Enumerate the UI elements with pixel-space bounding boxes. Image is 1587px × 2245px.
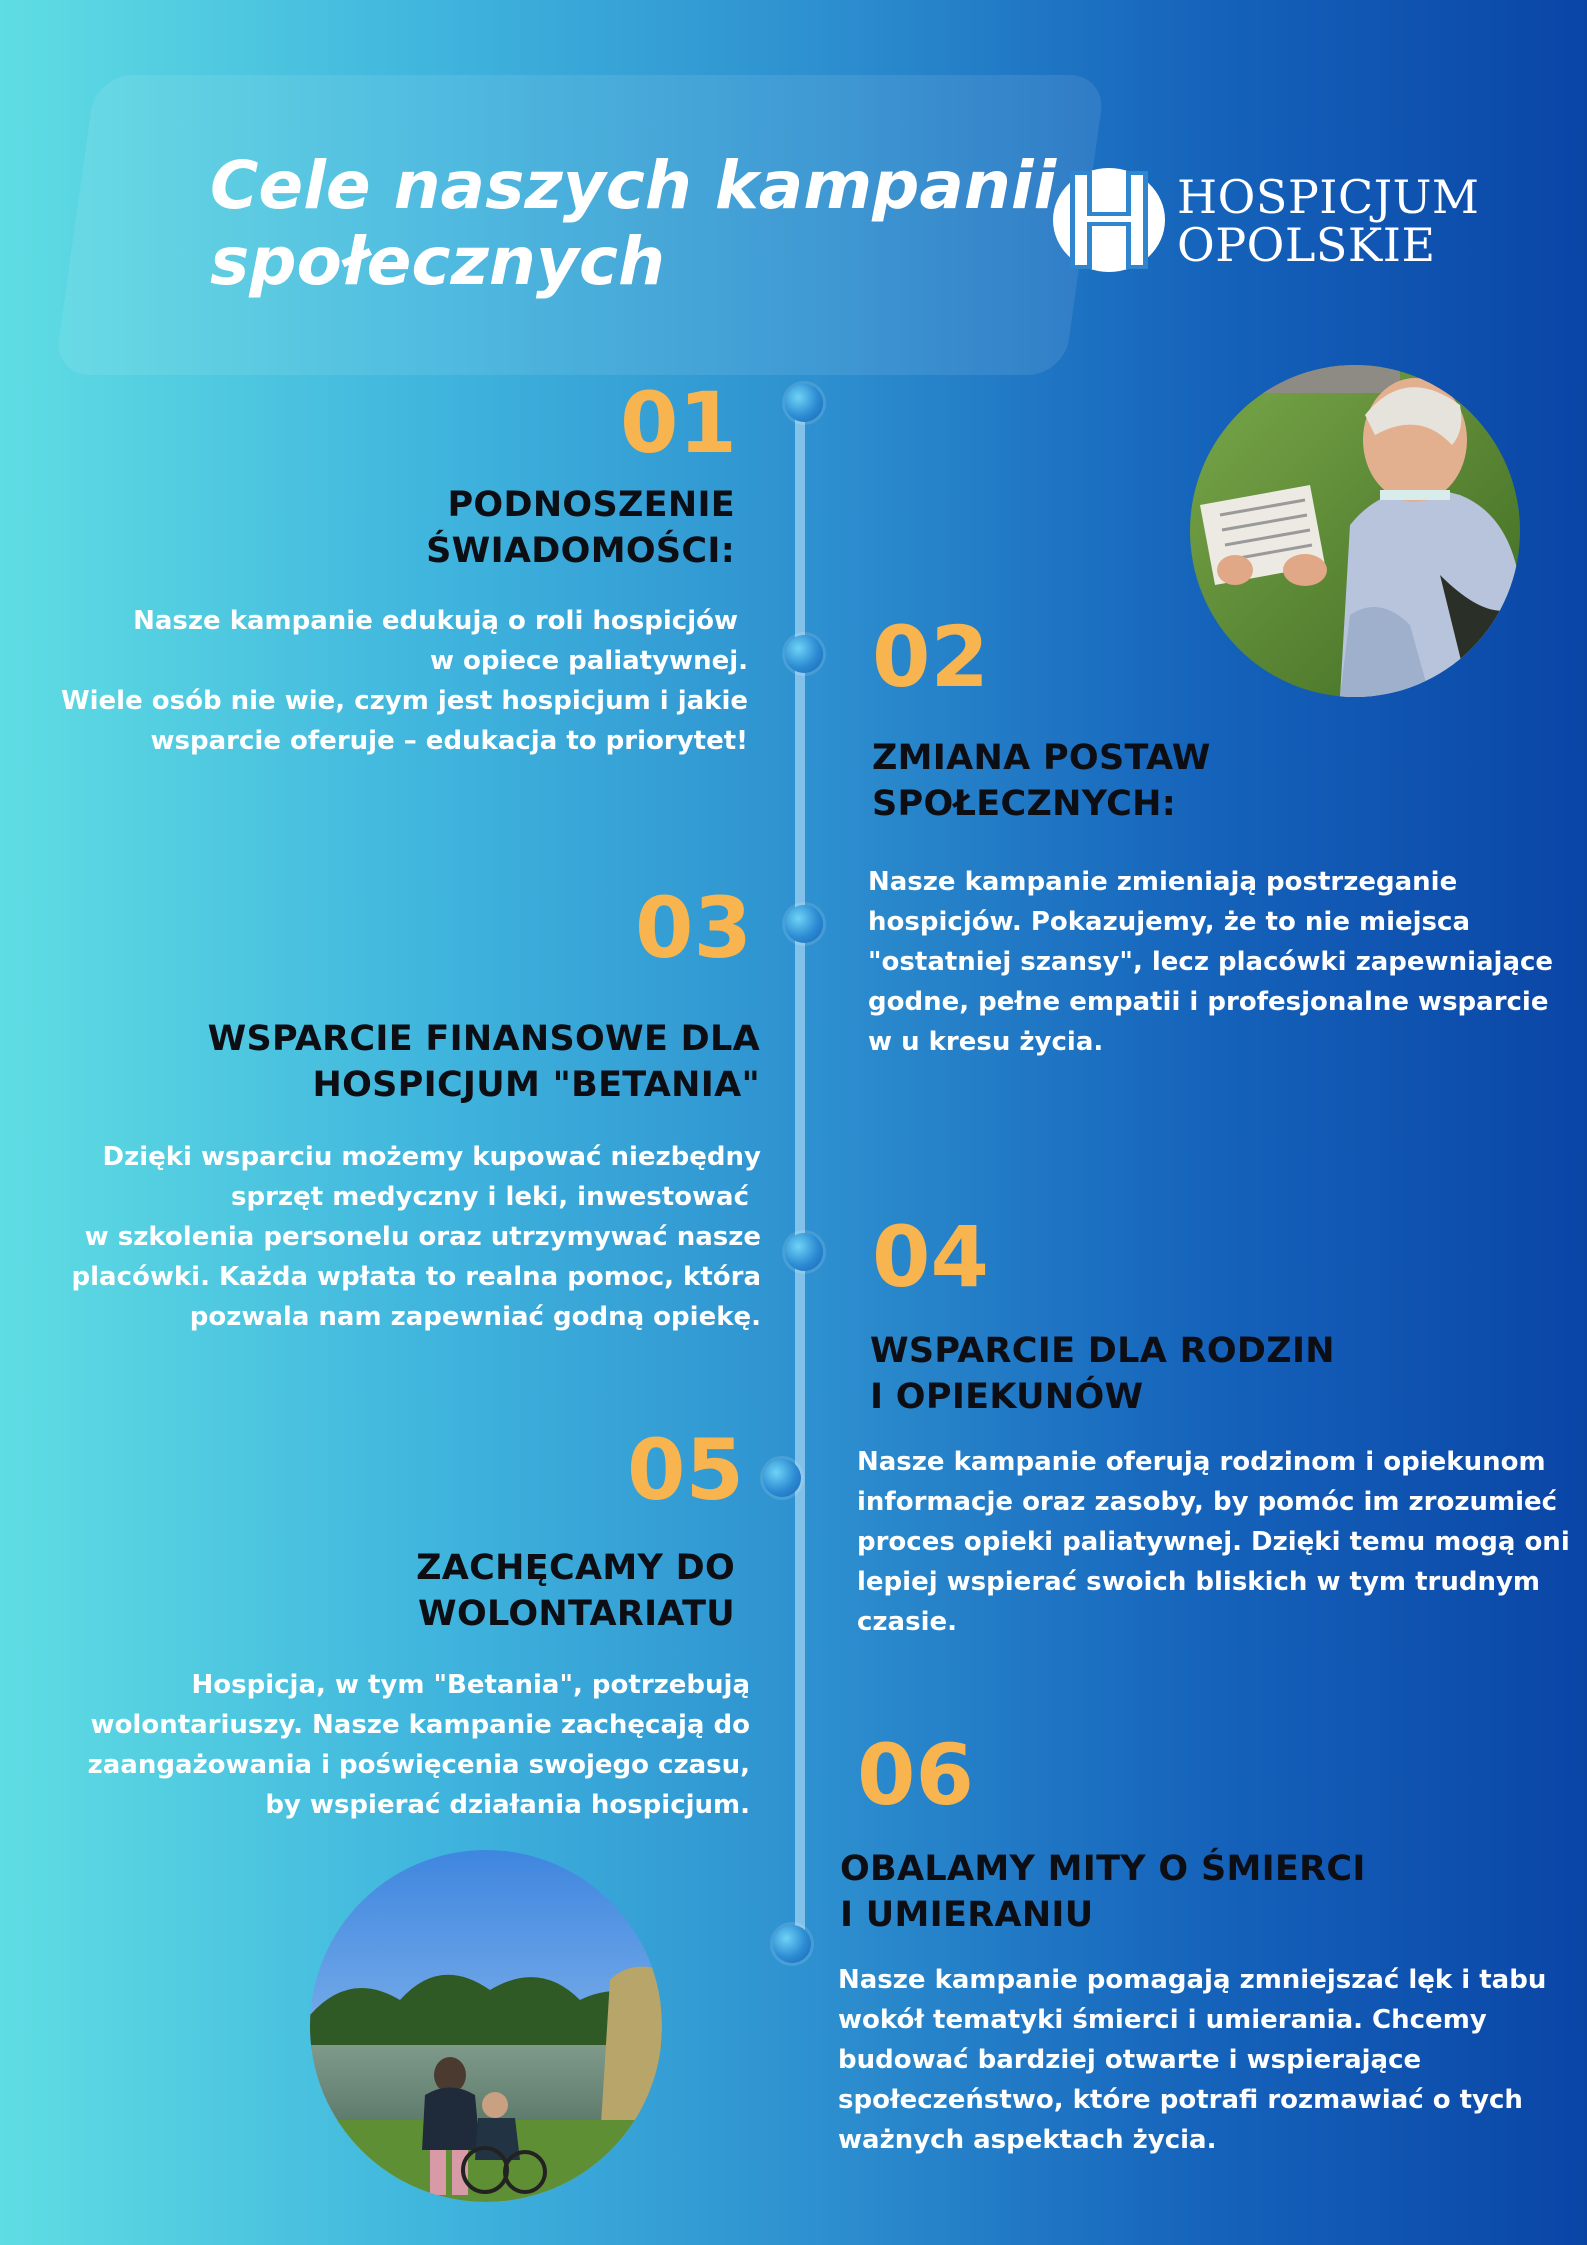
goal-5-body-line: zaangażowania i poświęcenia swojego czasu,	[87, 1750, 750, 1780]
goal-1-heading-line: PODNOSZENIE	[447, 485, 735, 525]
goal-1-heading-line: ŚWIADOMOŚCI:	[426, 531, 735, 571]
goal-4-body-line: czasie.	[857, 1607, 957, 1637]
goal-1-body-line: w opiece paliatywnej.	[429, 646, 748, 676]
goal-2-heading-line: SPOŁECZNYCH:	[872, 784, 1177, 824]
goal-4-body-line: informacje oraz zasoby, by pomóc im zrozumieć	[857, 1487, 1558, 1517]
goal-3-heading	[150, 1016, 760, 1108]
goal-3-body-line: w szkolenia personelu oraz utrzymywać nasze	[84, 1222, 761, 1252]
goal-1-body	[50, 601, 748, 761]
goal-6-body-line: społeczeństwo, które potrafi rozmawiać o tych	[838, 2085, 1523, 2115]
goal-4-body	[857, 1442, 1577, 1642]
timeline-dot-4	[785, 1233, 823, 1271]
goal-6-body	[838, 1960, 1558, 2160]
page-title	[210, 147, 1057, 300]
goal-5-body-line: by wspierać działania hospicjum.	[265, 1790, 750, 1820]
goal-3-body	[40, 1137, 761, 1337]
goal-5-body-line: wolontariuszy. Nasze kampanie zachęcają do	[90, 1710, 750, 1740]
goal-5-heading-line: ZACHĘCAMY DO	[416, 1548, 735, 1588]
goal-3-body-line: placówki. Każda wpłata to realna pomoc, która	[71, 1262, 761, 1292]
timeline-dot-2	[785, 635, 823, 673]
goal-1-number: 01	[620, 374, 737, 472]
goal-4-body-line: lepiej wspierać swoich bliskich w tym trudnym	[857, 1567, 1540, 1597]
hospicjum-opolskie-logo	[1050, 165, 1480, 275]
goal-5-heading	[280, 1545, 735, 1637]
goal-4-number: 04	[872, 1208, 989, 1306]
goal-5-heading-line: WOLONTARIATU	[418, 1594, 735, 1634]
goal-5-body	[60, 1665, 750, 1825]
timeline-dot-5	[763, 1459, 801, 1497]
logo-text	[1177, 170, 1480, 272]
goal-2-number: 02	[872, 608, 989, 706]
photo-lake-wheelchair	[310, 1850, 662, 2202]
goal-6-heading-line: I UMIERANIU	[840, 1895, 1094, 1935]
goal-2-heading-line: ZMIANA POSTAW	[872, 738, 1211, 778]
timeline-dot-3	[785, 905, 823, 943]
logo-line-2: OPOLSKIE	[1177, 218, 1436, 272]
goal-1-heading	[280, 482, 735, 574]
photo-man-reading	[1190, 365, 1520, 697]
goal-2-body	[868, 862, 1578, 1062]
goal-6-body-line: ważnych aspektach życia.	[838, 2125, 1217, 2155]
goal-2-heading	[872, 735, 1392, 827]
goal-6-heading	[840, 1846, 1440, 1938]
goal-4-heading-line: I OPIEKUNÓW	[870, 1377, 1144, 1417]
goal-6-body-line: budować bardziej otwarte i wspierające	[838, 2045, 1422, 2075]
goal-4-heading	[870, 1328, 1430, 1420]
goal-5-number: 05	[627, 1421, 744, 1519]
goal-6-heading-line: OBALAMY MITY O ŚMIERCI	[840, 1849, 1366, 1889]
goal-4-heading-line: WSPARCIE DLA RODZIN	[870, 1331, 1335, 1371]
goal-3-body-line: pozwala nam zapewniać godną opiekę.	[189, 1302, 761, 1332]
goal-6-body-line: wokół tematyki śmierci i umierania. Chcemy	[838, 2005, 1487, 2035]
goal-5-body-line: Hospicja, w tym "Betania", potrzebują	[191, 1670, 750, 1700]
goal-2-body-line: Nasze kampanie zmieniają postrzeganie	[868, 867, 1458, 897]
title-line-1: Cele naszych kampanii	[210, 147, 1057, 224]
timeline-dot-1	[785, 384, 823, 422]
goal-3-heading-line: WSPARCIE FINANSOWE DLA	[207, 1019, 760, 1059]
photo-lake-wheelchair-image	[310, 1850, 662, 2202]
goal-2-body-line: godne, pełne empatii i profesjonalne wsparcie	[868, 987, 1549, 1017]
goal-6-number: 06	[857, 1726, 974, 1824]
goal-3-body-line: Dzięki wsparciu możemy kupować niezbędny	[102, 1142, 761, 1172]
timeline-dot-6	[773, 1925, 811, 1963]
goal-1-body-line: Wiele osób nie wie, czym jest hospicjum i jakie	[60, 686, 748, 716]
goal-4-body-line: proces opieki paliatywnej. Dzięki temu mogą oni	[857, 1527, 1570, 1557]
photo-man-reading-image	[1190, 365, 1520, 697]
goal-1-body-line: Nasze kampanie edukują o roli hospicjów	[133, 606, 738, 636]
goal-3-number: 03	[635, 879, 752, 977]
goal-3-body-line: sprzęt medyczny i leki, inwestować	[231, 1182, 749, 1212]
goal-6-body-line: Nasze kampanie pomagają zmniejszać lęk i tabu	[838, 1965, 1547, 1995]
goal-4-body-line: Nasze kampanie oferują rodzinom i opiekunom	[857, 1447, 1546, 1477]
goal-2-body-line: "ostatniej szansy", lecz placówki zapewniające	[868, 947, 1554, 977]
goal-2-body-line: hospicjów. Pokazujemy, że to nie miejsca	[868, 907, 1470, 937]
goal-2-body-line: w u kresu życia.	[868, 1027, 1104, 1057]
hospice-logo-icon	[1050, 165, 1168, 275]
timeline-line	[795, 400, 805, 1950]
title-line-2: społecznych	[210, 223, 666, 300]
goal-3-heading-line: HOSPICJUM "BETANIA"	[312, 1065, 760, 1105]
logo-line-1: HOSPICJUM	[1177, 170, 1480, 224]
goal-1-body-line: wsparcie oferuje – edukacja to priorytet!	[150, 726, 748, 756]
